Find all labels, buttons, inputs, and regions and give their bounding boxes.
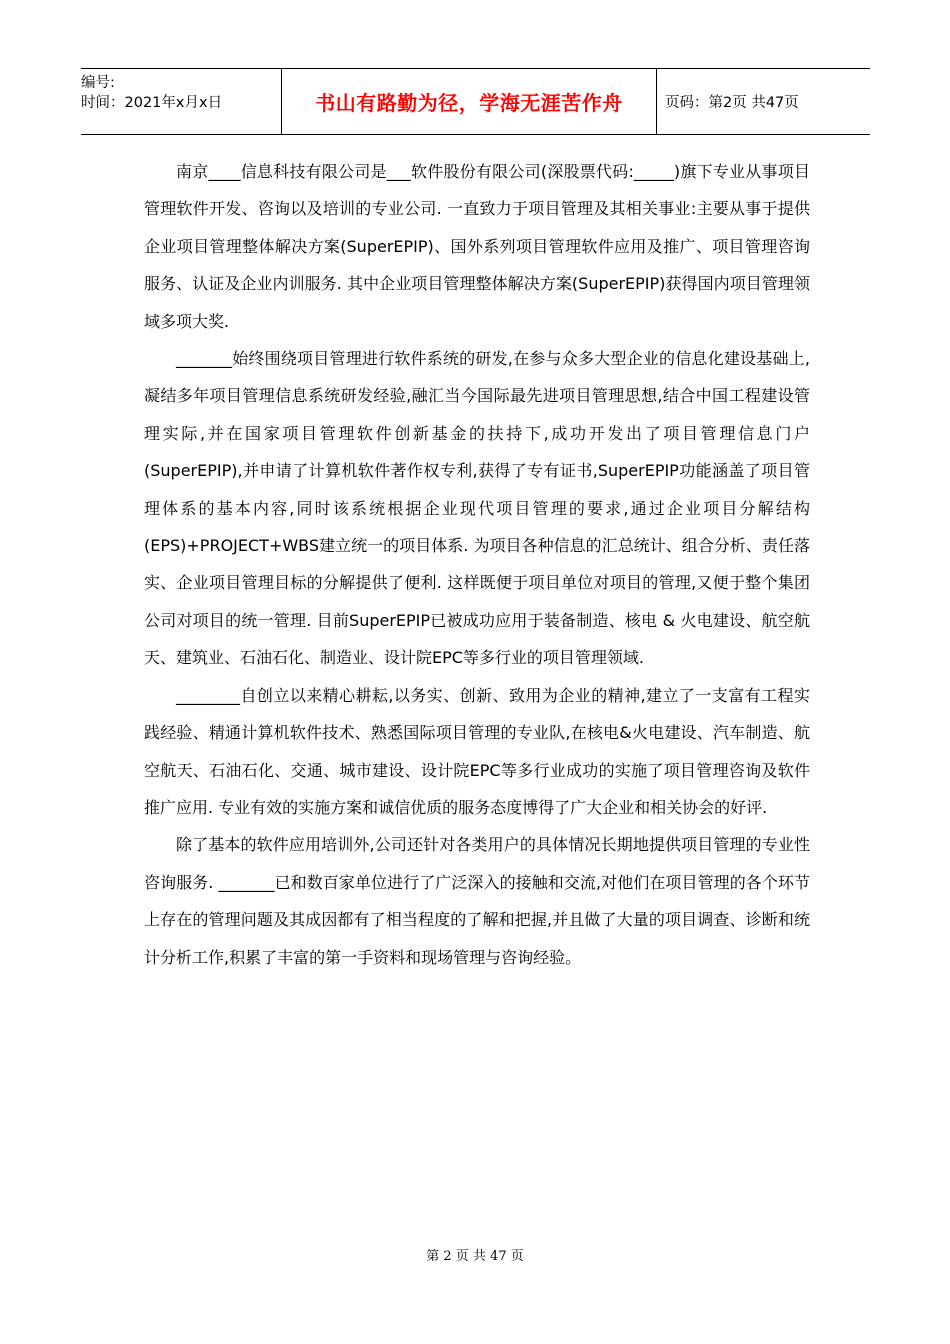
paragraph-product-development: _______始终围绕项目管理进行软件系统的研发,在参与众多大型企业的信息化建设基础上,凝结多年项目管理信息系统研发经验,融汇当今国际最先进项目管理思想,结合中国工程建设管理实际,并在国家项目管理软件创新基金的扶持下,成功开发出了项目管理信息门户(SuperEPIP),并申请了计算机软件著作权专利,获得了专有证书,SuperEPIP功能涵盖了项目管理体系的基本内容,同时该系统根据企业现代项目管理的要求,通过企业项目分解结构(EPS)+PROJECT+WBS建立统一的项目体系. 为项目各种信息的汇总统计、组合分析、责任落实、企业项目管理目标的分解提供了便利. 这样既便于项目单位对项目的管理,又便于整个集团公司对项目的统一管理. 目前SuperEPIP已被成功应用于装备制造、核电 & 火电建设、航空航天、建筑业、石油石化、制造业、设计院EPC等多行业的项目管理领域. — [144, 349, 810, 668]
document-body — [144, 153, 810, 976]
paragraph-company-intro: 南京____信息科技有限公司是___软件股份有限公司(深股票代码:_____)旗下专业从事项目管理软件开发、咨询以及培训的专业公司. 一直致力于项目管理及其相关事业:主要从事于提供企业项目管理整体解决方案(SuperEPIP)、国外系列项目管理软件应用及推广、项目管理咨询服务、认证及企业内训服务. 其中企业项目管理整体解决方案(SuperEPIP)获得国内项目管理领域多项大奖. — [144, 162, 810, 331]
header-page-info: 页码：第2页 共47页 — [665, 95, 799, 111]
header-slogan: 书山有路勤为径，学海无涯苦作舟 — [281, 69, 657, 134]
header-meta — [81, 69, 281, 134]
page-footer: 第 2 页 共 47 页 — [426, 1249, 524, 1264]
document-date: 时间：2021年x月x日 — [81, 95, 223, 111]
paragraph-team: ________自创立以来精心耕耘,以务实、创新、致用为企业的精神,建立了一支富有工程实践经验、精通计算机软件技术、熟悉国际项目管理的专业队,在核电&火电建设、汽车制造、航空航天、石油石化、交通、城市建设、设计院EPC等多行业成功的实施了项目管理咨询及软件推广应用. 专业有效的实施方案和诚信优质的服务态度博得了广大企业和相关协会的好评. — [144, 685, 810, 817]
document-number-label: 编号: — [81, 75, 115, 91]
page-header — [81, 68, 870, 135]
paragraph-consulting: 除了基本的软件应用培训外,公司还针对各类用户的具体情况长期地提供项目管理的专业性咨询服务. _______已和数百家单位进行了广泛深入的接触和交流,对他们在项目管理的各个环节上存在的管理问题及其成因都有了相当程度的了解和把握,并且做了大量的项目调查、诊断和统计分析工作,积累了丰富的第一手资料和现场管理与咨询经验。 — [144, 835, 810, 967]
